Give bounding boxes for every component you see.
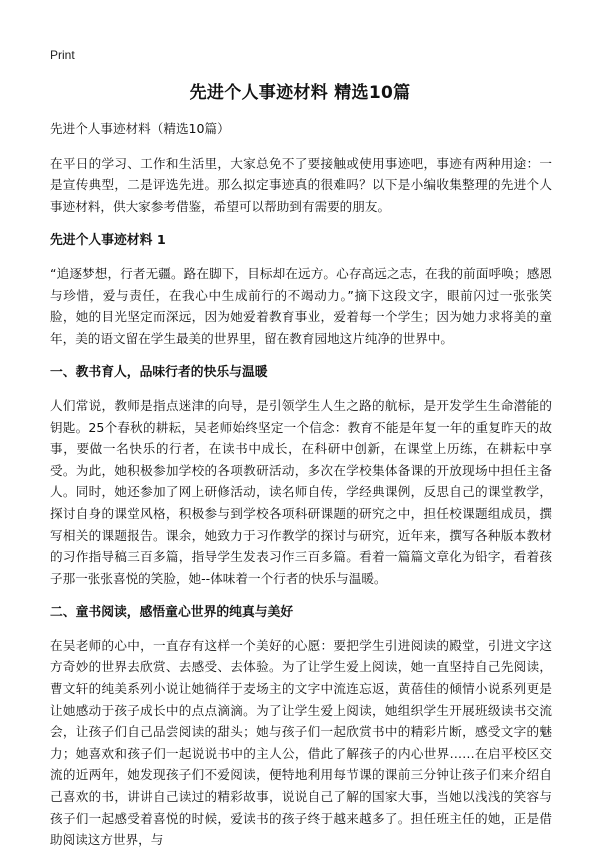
document-body <box>50 118 552 864</box>
quote-paragraph: “追逐梦想，行者无疆。路在脚下，目标却在远方。心存高远之志，在我的前面呼唤；感恩与珍惜，爱与责任，在我心中生成前行的不竭动力。”摘下这段文字，眼前闪过一张张笑脸，她的目光坚定而深远，因为她爱着教育事业，爱着每一个学生；因为她力求将美的童年，美的语文留在学生最美的世界里，留在教育园地这片纯净的世界中。 <box>50 265 552 346</box>
paragraph-1: 人们常说，教师是指点迷津的向导，是引领学生人生之路的航标，是开发学生生命潜能的钥匙。25个春秋的耕耘，吴老师始终坚定一个信念：教育不能是年复一年的重复昨天的故事，要做一名快乐的行者，在读书中成长，在科研中创新，在课堂上历练，在耕耘中享受。为此，她积极参加学校的各项教研活动，多次在学校集体备课的开放现场中担任主备人。同时，她还参加了网上研修活动，读名师自传，学经典课例，反思自己的课堂教学，探讨自身的课堂风格，积极参与到学校各项科研课题的研究之中，担任校课题组成员，撰写相关的课题报告。课余，她致力于习作教学的探讨与研究，近年来，撰写各种版本教材的习作指导稿三百多篇，指导学生发表习作三百多篇。看着一篇篇文章化为铅字，看着孩子那一张张喜悦的笑脸，她--体味着一个行者的快乐与温暖。 <box>50 397 552 586</box>
print-link[interactable]: Print <box>50 48 75 62</box>
subheading-1: 一、教书育人，品味行者的快乐与温暖 <box>50 365 268 381</box>
section-heading: 先进个人事迹材料 1 <box>50 233 166 249</box>
subheading-2: 二、童书阅读，感悟童心世界的纯真与美好 <box>50 605 294 621</box>
paragraph-2: 在吴老师的心中，一直存有这样一个美好的心愿：要把学生引进阅读的殿堂，引进文字这方奇妙的世界去欣赏、去感受、去体验。为了让学生爱上阅读，她一直坚持自己先阅读，曹文轩的纯美系列小说让她徜徉于麦场主的文字中流连忘返，黄蓓佳的倾情小说系列更是让她感动于孩子成长中的点点滴滴。为了让学生爱上阅读，她组织学生开展班级读书交流会，让孩子们自己品尝阅读的甜头；她与孩子们一起欣赏书中的精彩片断，感受文字的魅力；她喜欢和孩子们一起说说书中的主人公，借此了解孩子的内心世界……在启平校区交流的近两年，她发现孩子们不爱阅读，便特地利用每节课的课前三分钟让孩子们来介绍自己喜欢的书，讲讲自己读过的精彩故事，说说自己了解的国家大事，当她以浅浅的笑容与孩子们一起感受着喜悦的时候，爱读书的孩子终于越来越多了。担任班主任的她，正是借助阅读这方世界，与 <box>50 637 552 848</box>
document-subtitle: 先进个人事迹材料（精选10篇） <box>50 121 230 136</box>
intro-paragraph: 在平日的学习、工作和生活里，大家总免不了要接触或使用事迹吧，事迹有两种用途：一是宣传典型，二是评选先进。那么拟定事迹真的很难吗？以下是小编收集整理的先进个人事迹材料，供大家参考借鉴，希望可以帮助到有需要的朋友。 <box>50 155 552 214</box>
document-title: 先进个人事迹材料 精选10篇 <box>189 83 411 103</box>
